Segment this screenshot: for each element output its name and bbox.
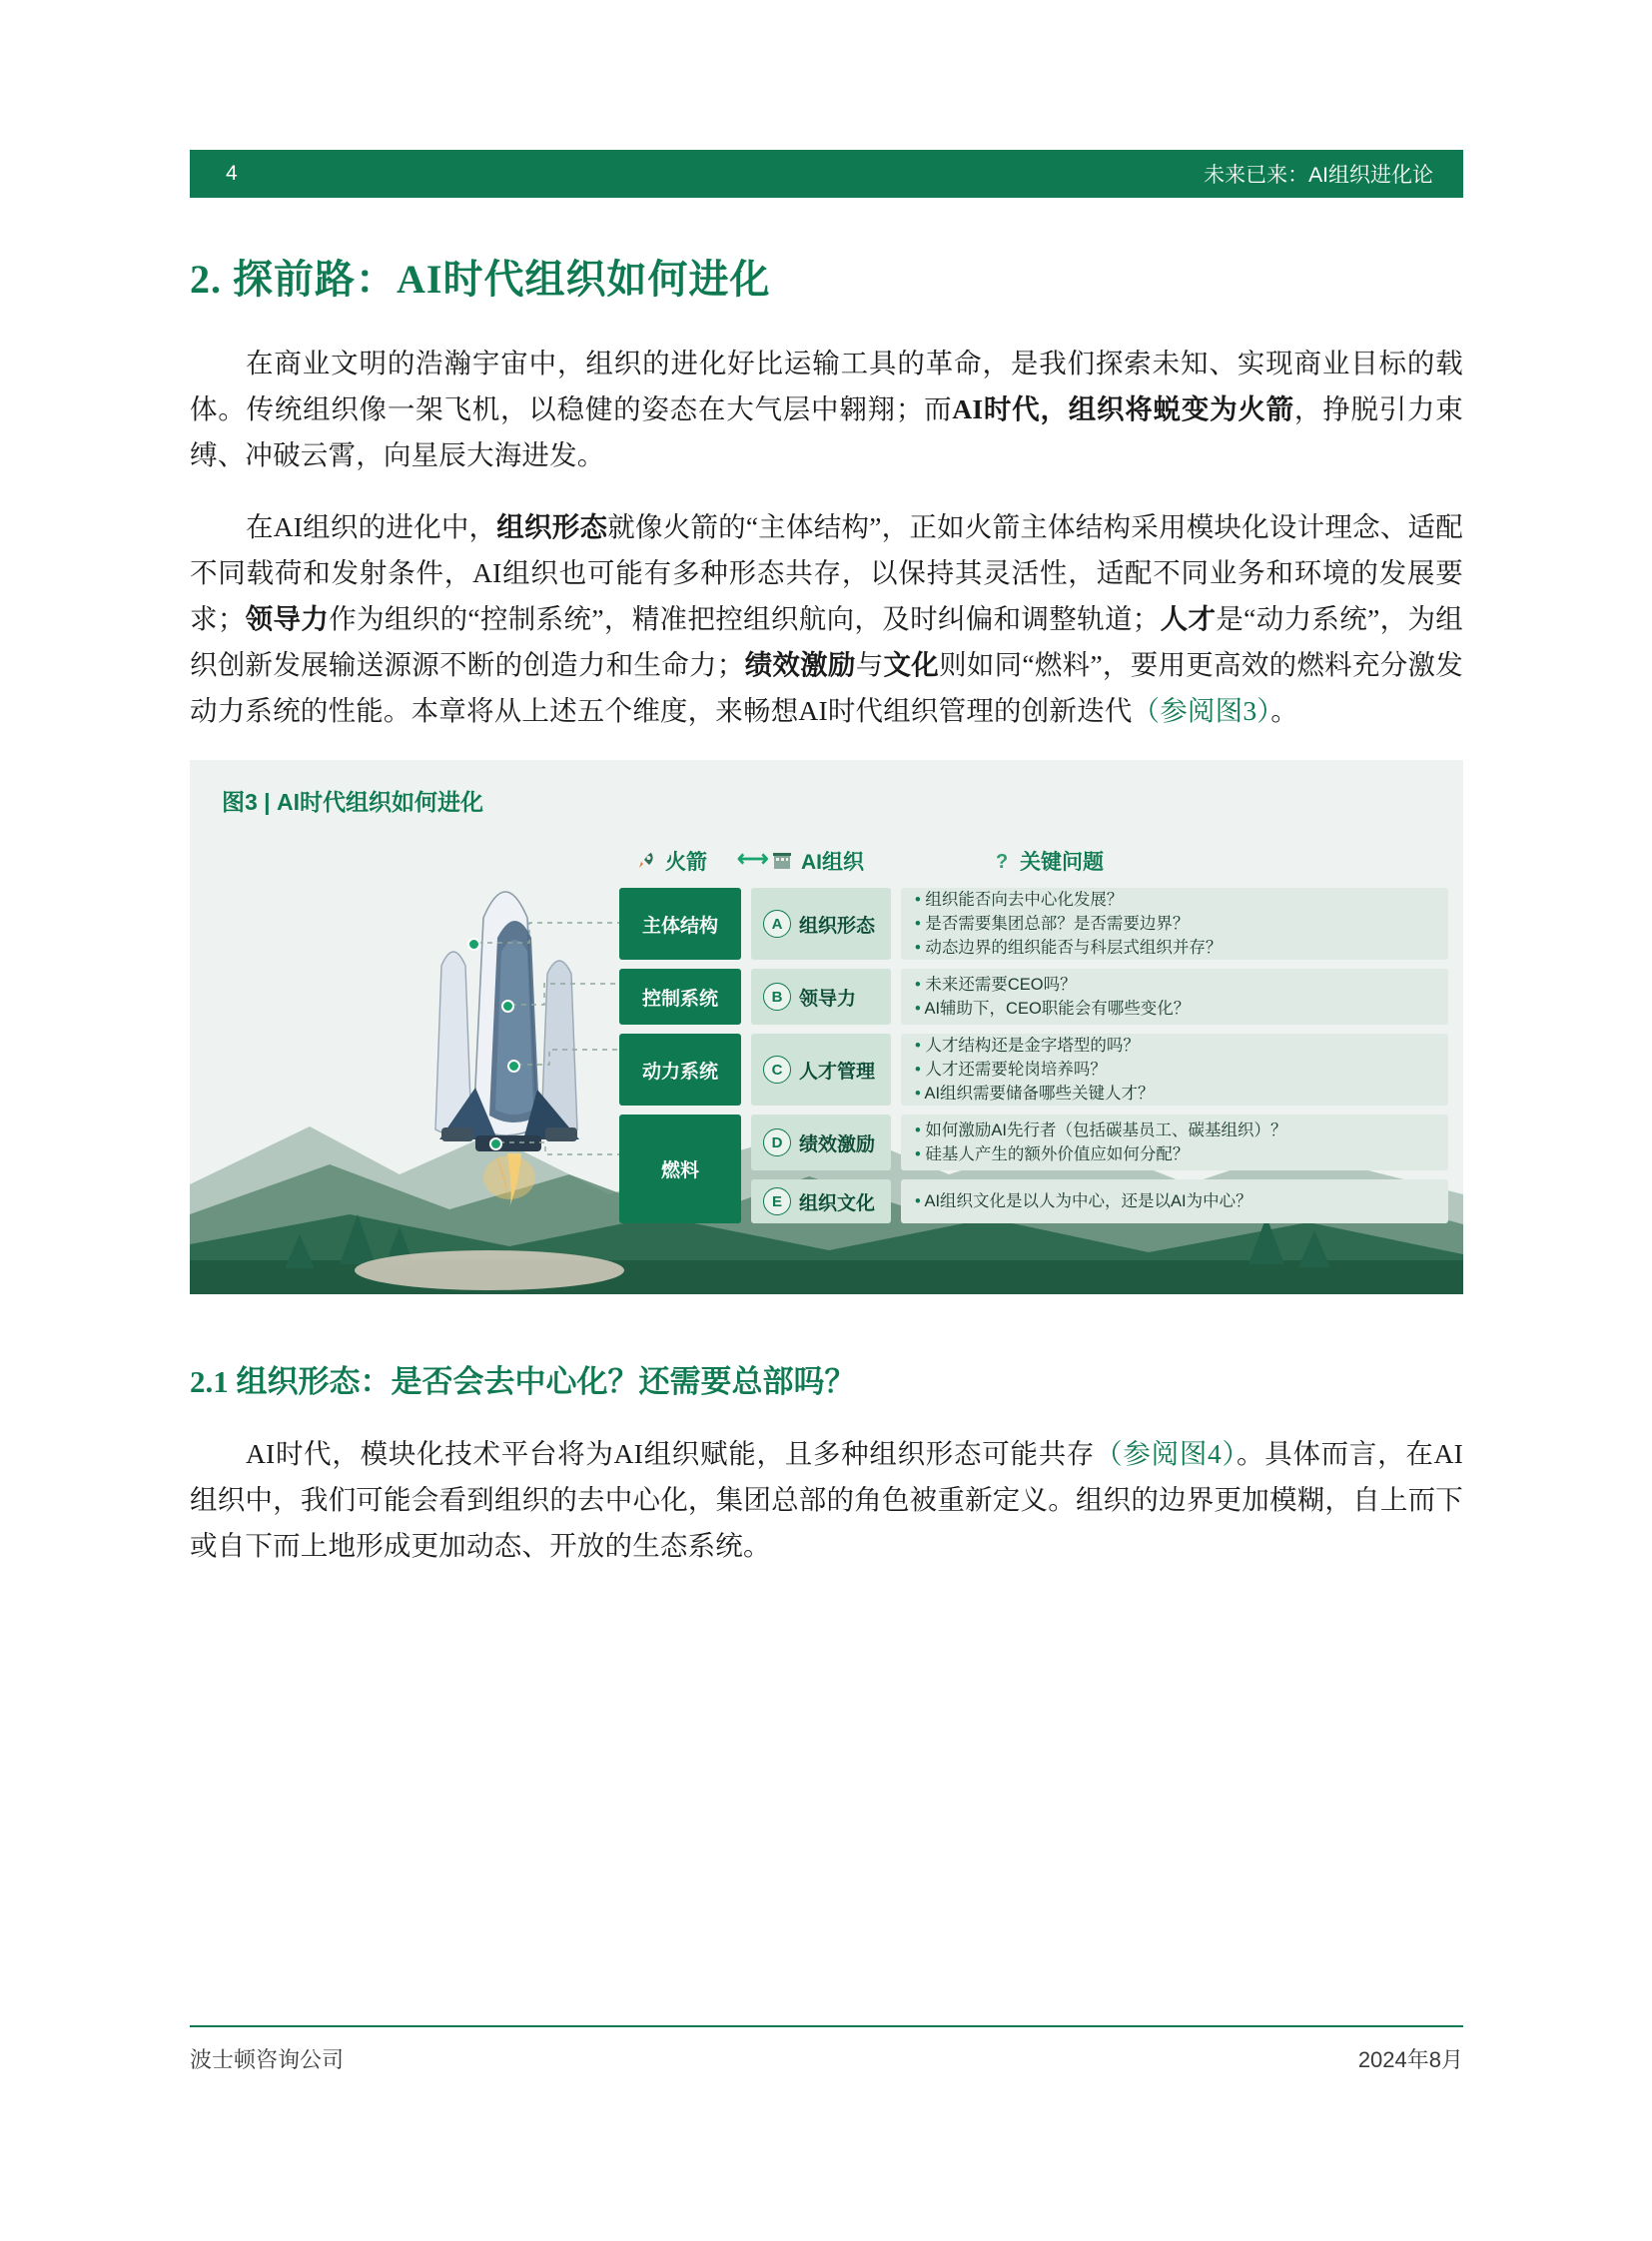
paragraph-1: 在商业文明的浩瀚宇宙中，组织的进化好比运输工具的革命，是我们探索未知、实现商业目标的载体。传统组织像一架飞机，以稳健的姿态在大气层中翱翔；而AI时代，组织将蜕变为火箭，挣脱引力束缚、冲破云霄，向星辰大海进发。 <box>190 348 1463 470</box>
row-org-label: 绩效激励 <box>799 1133 876 1155</box>
row-org-cell <box>751 1179 891 1223</box>
question-item: • 硅基人产生的额外价值应如何分配？ <box>915 1142 1434 1166</box>
question-item: • 人才结构还是金字塔型的吗？ <box>915 1034 1434 1058</box>
footer-company: 波士顿咨询公司 <box>190 2047 345 2072</box>
row-badge: A <box>763 910 791 938</box>
section-2-1-title: 2.1 组织形态：是否会去中心化？还需要总部吗？ <box>190 1364 856 1399</box>
connector-dot-power <box>507 1060 520 1073</box>
question-mark-icon <box>994 850 1012 872</box>
figure-rows <box>619 888 1448 1232</box>
question-item: • AI辅助下，CEO职能会有哪些变化？ <box>915 997 1434 1021</box>
header-org <box>771 846 864 876</box>
figure-3 <box>190 760 1463 1294</box>
question-item: • 动态边界的组织能否与科层式组织并存？ <box>915 936 1434 960</box>
building-icon <box>771 850 793 872</box>
chapter-title: 2. 探前路：AI时代组织如何进化 <box>190 257 771 302</box>
footer-date: 2024年8月 <box>1357 2047 1463 2072</box>
row-org-cell <box>751 1034 891 1106</box>
question-item: • 未来还需要CEO吗？ <box>915 973 1434 997</box>
row-badge: C <box>763 1056 791 1084</box>
connector-dot-fuel <box>489 1137 502 1150</box>
row-badge: E <box>763 1187 791 1215</box>
question-item: • 组织能否向去中心化发展？ <box>915 888 1434 912</box>
header-rocket <box>635 846 707 876</box>
section-2-1-paragraph: AI时代，模块化技术平台将为AI组织赋能，且多种组织形态可能共存（参阅图4）。具体而言，在AI组织中，我们可能会看到组织的去中心化，集团总部的角色被重新定义。组织的边界更加模糊，自上而下或自下而上地形成更加动态、开放的生态系统。 <box>190 1438 1463 1561</box>
connector-dot-control <box>501 1000 514 1013</box>
question-item: • AI组织文化是以人为中心，还是以AI为中心？ <box>915 1189 1434 1213</box>
row-org-label: 人才管理 <box>799 1061 876 1083</box>
running-title: 未来已来：AI组织进化论 <box>310 150 1463 198</box>
row-questions <box>901 1179 1448 1223</box>
svg-text:?: ? <box>996 851 1009 872</box>
question-item: • AI组织需要储备哪些关键人才？ <box>915 1082 1434 1106</box>
row-structure-label: 主体结构 <box>619 888 741 960</box>
row-questions <box>901 1034 1448 1106</box>
header-rocket-label: 火箭 <box>665 851 707 874</box>
row-org-label: 组织形态 <box>799 915 876 937</box>
row-org-cell <box>751 888 891 960</box>
row-structure-label: 控制系统 <box>619 969 741 1025</box>
row-structure-label: 燃料 <box>619 1115 741 1223</box>
row-badge: D <box>763 1128 791 1156</box>
row-questions <box>901 969 1448 1025</box>
page-content <box>190 248 1463 1595</box>
row-org-label: 领导力 <box>799 988 857 1010</box>
question-item: • 如何激励AI先行者（包括碳基员工、碳基组织）？ <box>915 1119 1434 1142</box>
figure-row <box>619 1034 1448 1106</box>
figure-row <box>619 969 1448 1025</box>
header-questions-label: 关键问题 <box>1020 851 1104 874</box>
row-org-cell <box>751 1115 891 1170</box>
header-arrow-icon: ⟷ <box>737 846 769 871</box>
figure-title: 图3 | AI时代组织如何进化 <box>222 789 484 815</box>
page-number: 4 <box>190 150 310 198</box>
figure-row <box>619 1115 1448 1223</box>
figure-row <box>619 888 1448 960</box>
header-questions <box>994 846 1104 876</box>
row-org-cell <box>751 969 891 1025</box>
page-footer <box>190 2043 1463 2074</box>
header-org-label: AI组织 <box>801 851 864 874</box>
question-item: • 人才还需要轮岗培养吗？ <box>915 1058 1434 1082</box>
row-questions <box>901 888 1448 960</box>
row-questions <box>901 1115 1448 1170</box>
rocket-icon <box>635 850 657 872</box>
question-item: • 是否需要集团总部？是否需要边界？ <box>915 912 1434 936</box>
paragraph-2: 在AI组织的进化中，组织形态就像火箭的“主体结构”，正如火箭主体结构采用模块化设计理念、适配不同载荷和发射条件，AI组织也可能有多种形态共存，以保持其灵活性，适配不同业务和环境的发展要求；领导力作为组织的“控制系统”，精准把控组织航向，及时纠偏和调整轨道；人才是“动力系统”，为组织创新发展输送源源不断的创造力和生命力；绩效激励与文化则如同“燃料”，要用更高效的燃料充分激发动力系统的性能。本章将从上述五个维度，来畅想AI时代组织管理的创新迭代（参阅图3）。 <box>190 511 1464 726</box>
row-org-label: 组织文化 <box>799 1192 876 1214</box>
connector-dot-structure <box>467 938 480 951</box>
page-header <box>190 150 1463 198</box>
row-badge: B <box>763 983 791 1011</box>
figure-column-headers <box>619 846 1448 880</box>
row-structure-label: 动力系统 <box>619 1034 741 1106</box>
footer-divider <box>190 2025 1463 2027</box>
